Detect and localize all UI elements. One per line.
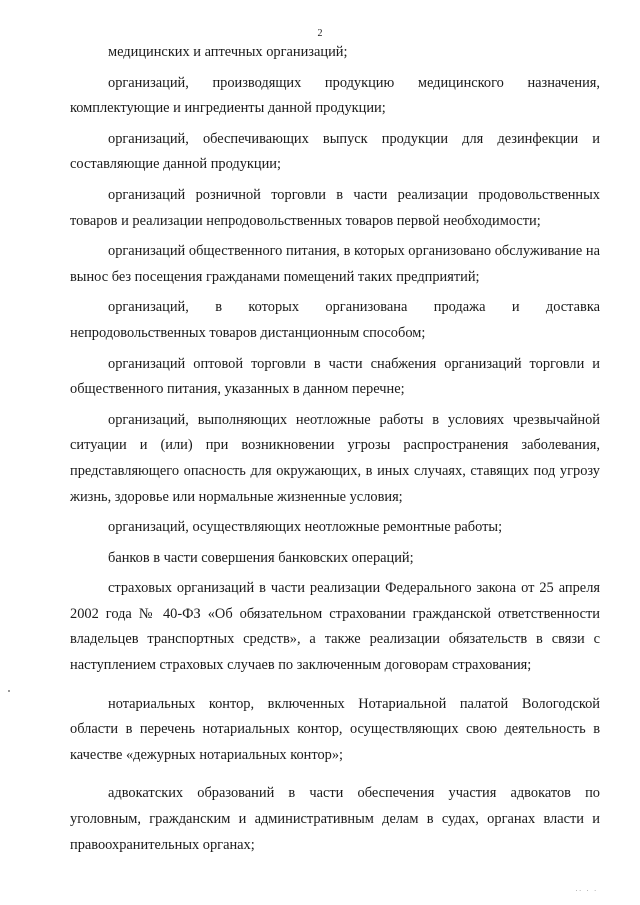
footer-mark: .. . . <box>575 885 598 893</box>
list-item: медицинских и аптечных организаций; <box>108 44 348 60</box>
list-item: организаций, в которых организована продажа и доставка непродовольственных товаров дистанционным способом; <box>70 299 600 341</box>
list-item: организаций оптовой торговли в части снабжения организаций торговли и общественного питания, указанных в данном перечне; <box>70 355 600 398</box>
document-body <box>70 40 600 863</box>
list-item: организаций розничной торговли в части реализации продовольственных товаров и реализации непродовольственных товаров первой необходимости; <box>70 186 600 229</box>
list-item: организаций, осуществляющих неотложные ремонтные работы; <box>108 519 503 536</box>
list-item: страховых организаций в части реализации Федерального закона от 25 апреля 2002 года № 40-ФЗ «Об обязательном страховании гражданской ответственности владельцев транспортных средств», а также реализации обязательств в связи с наступлением страховых случаев по заключенным договорам страхования; <box>70 580 600 674</box>
list-item: нотариальных контор, включенных Нотариальной палатой Вологодской области в перечень нотариальных контор, осуществляющих свою деятельность в качестве «дежурных нотариальных контор»; <box>70 695 600 763</box>
list-item: адвокатских образований в части обеспечения участия адвокатов по уголовным, гражданским и административным делам в судах, органах власти и правоохранительных органах; <box>70 785 600 853</box>
scan-speck <box>8 690 10 692</box>
list-item: организаций, выполняющих неотложные работы в условиях чрезвычайной ситуации и (или) при возникновении угрозы распространения заболевания, представляющего опасность для окружающих, в иных случаях, ставящих под угрозу жизнь, здоровье или нормальные жизненные условия; <box>70 411 600 505</box>
page-number: 2 <box>317 28 323 39</box>
list-item: организаций, обеспечивающих выпуск продукции для дезинфекции и составляющие данной продукции; <box>70 130 600 173</box>
list-item: банков в части совершения банковских операций; <box>108 549 414 566</box>
list-item: организаций, производящих продукцию медицинского назначения, комплектующие и ингредиенты данной продукции; <box>70 74 600 117</box>
list-item: организаций общественного питания, в которых организовано обслуживание на вынос без посещения гражданами помещений таких предприятий; <box>70 243 600 285</box>
